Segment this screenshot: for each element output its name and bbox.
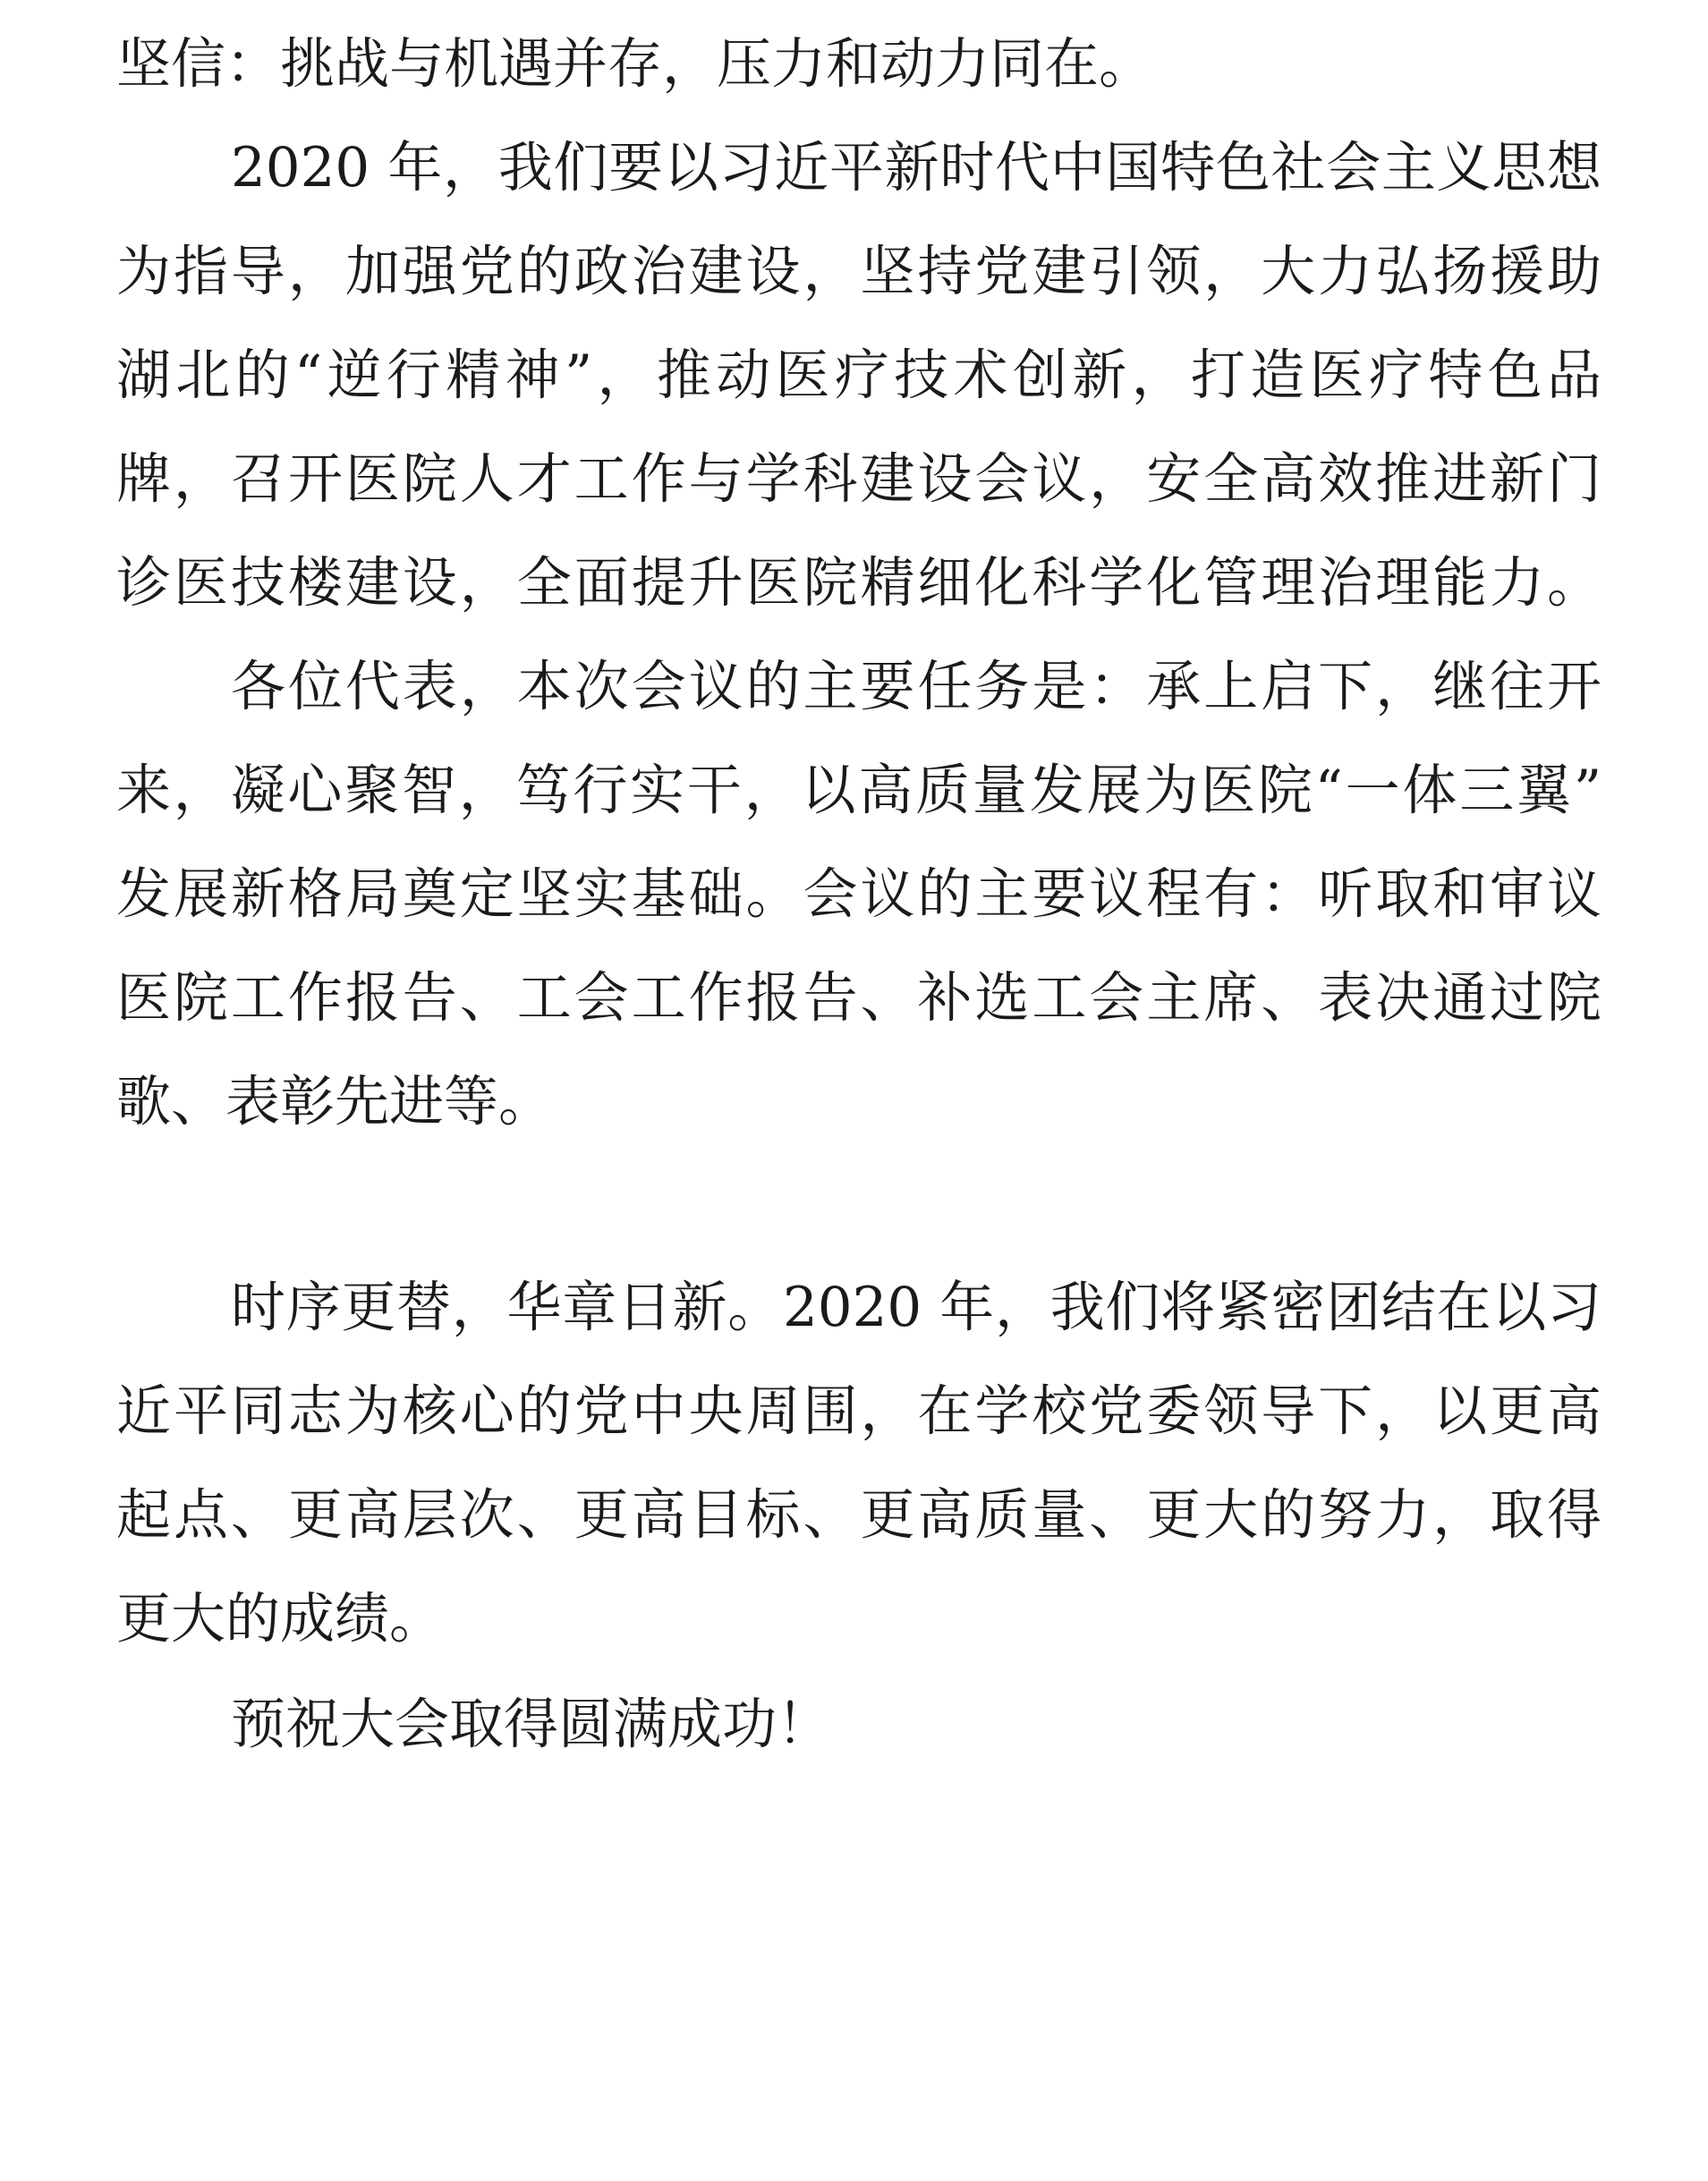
text-line: 来，凝心聚智，笃行实干，以高质量发展为医院“一体三翼” [116, 759, 1602, 822]
text-line: 为指导，加强党的政治建设，坚持党建引领，大力弘扬援助 [116, 240, 1602, 303]
text-line: 医院工作报告、工会工作报告、补选工会主席、表决通过院 [116, 966, 1602, 1030]
text-line: 发展新格局奠定坚实基础。会议的主要议程有：听取和审议 [116, 862, 1602, 926]
text-line: 预祝大会取得圆满成功！ [231, 1693, 832, 1756]
text-line: 近平同志为核心的党中央周围，在学校党委领导下，以更高 [116, 1379, 1602, 1443]
text-line: 起点、更高层次、更高目标、更高质量、更大的努力，取得 [116, 1483, 1602, 1547]
text-line: 各位代表，本次会议的主要任务是：承上启下，继往开 [231, 655, 1602, 718]
text-line: 诊医技楼建设，全面提升医院精细化科学化管理治理能力。 [116, 551, 1602, 615]
text-line: 更大的成绩。 [116, 1587, 445, 1651]
text-line: 歌、表彰先进等。 [116, 1070, 554, 1133]
text-line: 坚信：挑战与机遇并存，压力和动力同在。 [116, 32, 1154, 96]
text-line: 牌，召开医院人才工作与学科建设会议，安全高效推进新门 [116, 447, 1602, 511]
text-line: 湖北的“逆行精神”，推动医疗技术创新，打造医疗特色品 [116, 344, 1602, 407]
text-line: 时序更替，华章日新。2020 年，我们将紧密团结在以习 [231, 1276, 1602, 1339]
text-line: 2020 年，我们要以习近平新时代中国特色社会主义思想 [231, 136, 1602, 199]
